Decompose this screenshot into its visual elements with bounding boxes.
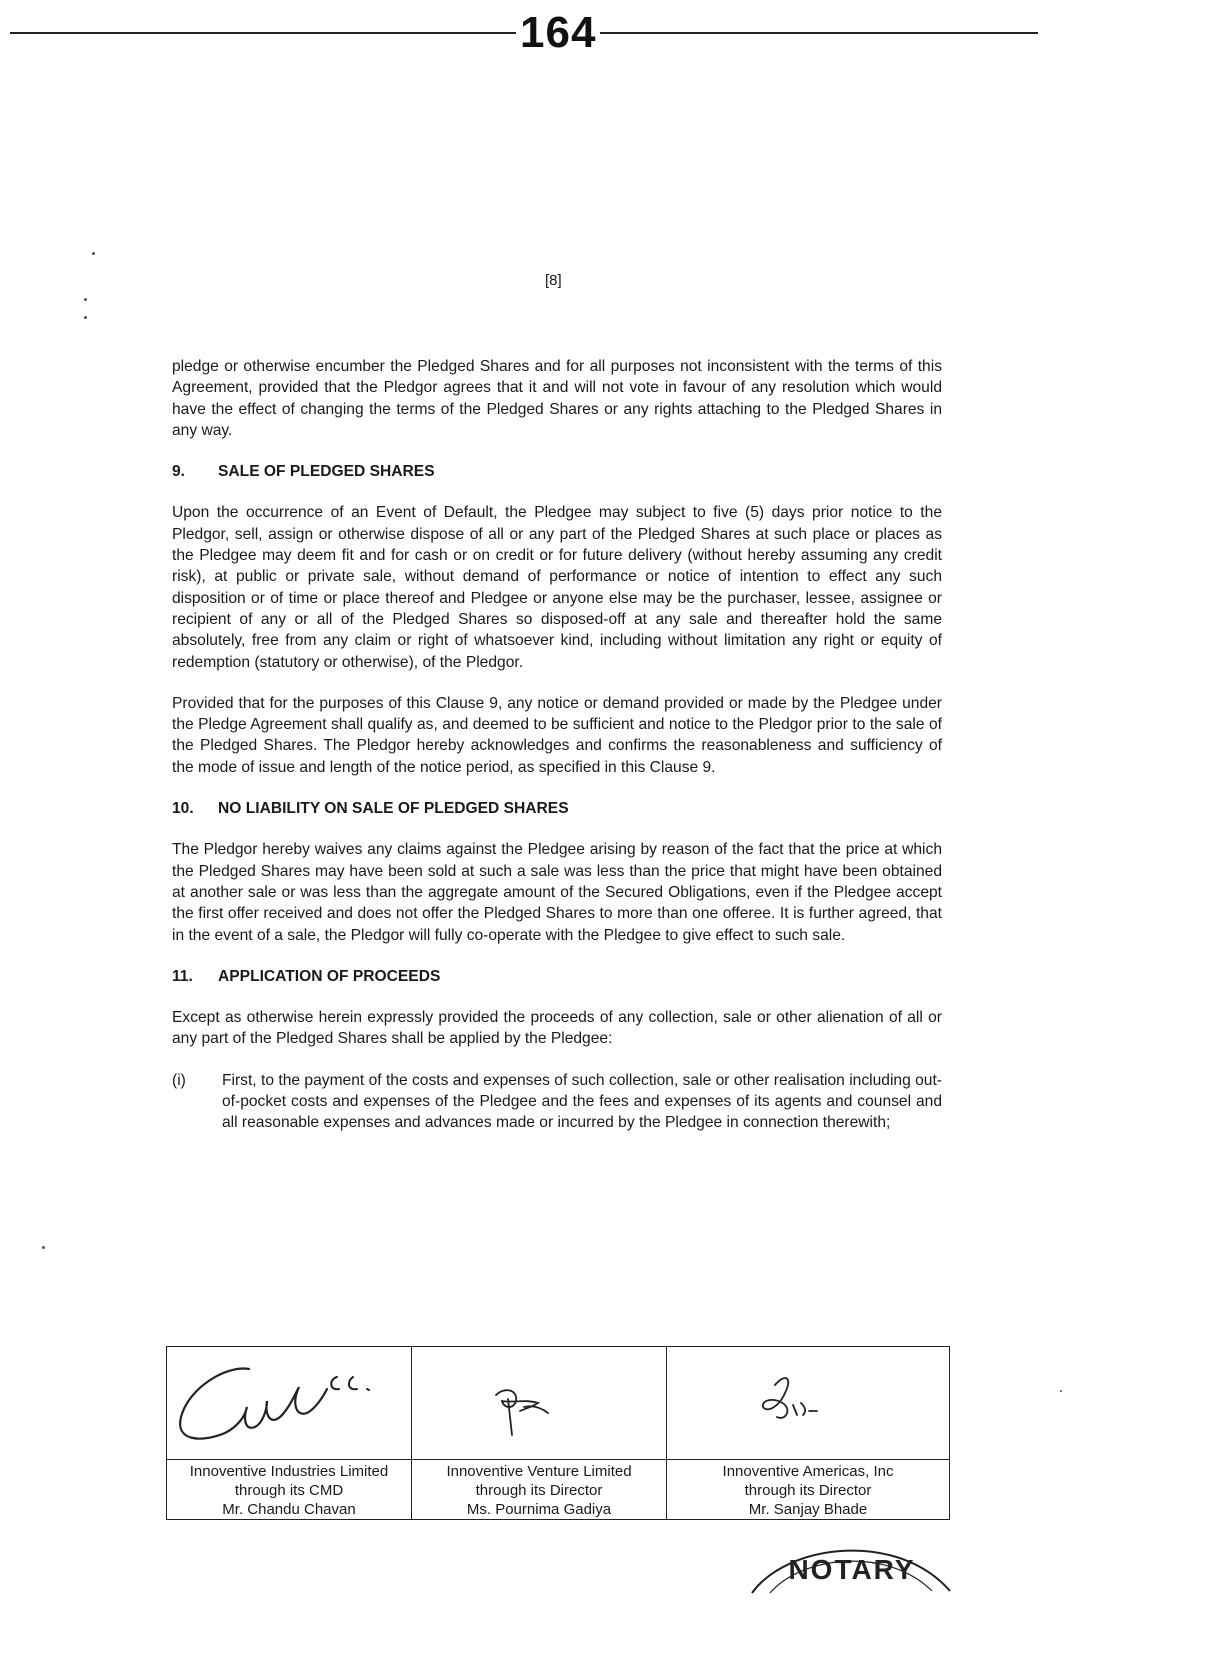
scan-speck xyxy=(42,1246,45,1249)
signature-image xyxy=(167,1347,411,1459)
scan-speck xyxy=(1060,1390,1062,1392)
signatory-via: through its CMD xyxy=(234,1482,344,1499)
section-9-paragraph-2: Provided that for the purposes of this Clause 9, any notice or demand provided or made by the Pledgee under the Pledge Agreement shall qualify as, and deemed to be sufficient and notice to the Pledgor prior to the sale of the Pledged Shares. The Pledgor hereby acknowledges and confirms the reasonableness and sufficiency of the mode of issue and length of the notice period, as specified in this Clause 9. xyxy=(172,694,942,776)
signature-table xyxy=(166,1346,950,1520)
opening-paragraph: pledge or otherwise encumber the Pledged Shares and for all purposes not inconsistent with the terms of this Agreement, provided that the Pledgor agrees that it and will not vote in favour of any resolution which would have the effect of changing the terms of the Pledged Shares or any rights attaching to the Pledged Shares in any way. xyxy=(172,358,942,439)
scan-speck xyxy=(92,252,95,255)
list-item xyxy=(172,1070,942,1134)
handwritten-signature xyxy=(667,1347,951,1459)
section-heading-11 xyxy=(172,966,942,987)
signature-cell xyxy=(667,1347,950,1460)
signatory-via: through its Director xyxy=(744,1482,872,1499)
scan-speck xyxy=(84,298,87,301)
section-heading-9 xyxy=(172,461,942,482)
section-9-paragraph-1: Upon the occurrence of an Event of Default, the Pledgee may subject to five (5) days prior notice to the Pledgor, sell, assign or otherwise dispose of all or any part of the Pledged Shares at such place or places as the Pledgee may deem fit and for cash or on credit or for future delivery (without hereby assuming any credit risk), at public or private sale, without demand of performance or notice of intention to effect any such disposition or of time or place thereof and Pledgee or anyone else may be the purchaser, lessee, assignee or recipient of any or all of the Pledged Shares so disposed-off at any sale and thereafter hold the same absolutely, free from any claim or right of whatsoever kind, including without limitation any right or equity of redemption (statutory or otherwise), of the Pledgor. xyxy=(172,504,942,671)
section-11-paragraph-1: Except as otherwise herein expressly provided the proceeds of any collection, sale or other alienation of all or any part of the Pledged Shares shall be applied by the Pledgee: xyxy=(172,1009,942,1048)
notary-stamp xyxy=(748,1525,958,1595)
signatory-person: Mr. Chandu Chavan xyxy=(222,1501,356,1518)
signatory-2 xyxy=(412,1460,667,1520)
signature-cell xyxy=(412,1347,667,1460)
section-number: 11. xyxy=(172,967,193,985)
section-title: NO LIABILITY ON SALE OF PLEDGED SHARES xyxy=(218,800,569,818)
signatory-3 xyxy=(667,1460,950,1520)
handwritten-signature xyxy=(167,1347,411,1459)
signature-image xyxy=(412,1347,666,1459)
page-marker: [8] xyxy=(545,272,562,289)
signatory-company: Innoventive Americas, Inc xyxy=(722,1463,894,1480)
signatory-1 xyxy=(167,1460,412,1520)
signature-image xyxy=(667,1347,949,1459)
signatory-person: Mr. Sanjay Bhade xyxy=(748,1501,868,1518)
section-title: SALE OF PLEDGED SHARES xyxy=(218,463,435,481)
signature-cell xyxy=(167,1347,412,1460)
document-body xyxy=(172,356,942,1154)
handwritten-signature xyxy=(412,1347,666,1459)
svg-text:NOTARY: NOTARY xyxy=(788,1554,916,1585)
section-10-paragraph-1: The Pledgor hereby waives any claims against the Pledgee arising by reason of the fact that the price at which the Pledged Shares may have been sold at such a sale was less than the price that might have been obtained at another sale or was less than the aggregate amount of the Secured Obligations, even if the Pledgee accept the first offer received and does not offer the Pledged Shares to more than one offeree. It is further agreed, that in the event of a sale, the Pledgor will fully co-operate with the Pledgee to give effect to such sale. xyxy=(172,841,942,944)
page-stamp-number: 164 xyxy=(516,8,600,58)
signatory-company: Innoventive Venture Limited xyxy=(446,1463,632,1480)
section-title: APPLICATION OF PROCEEDS xyxy=(218,967,441,985)
section-heading-10 xyxy=(172,798,942,819)
signatory-via: through its Director xyxy=(475,1482,603,1499)
scan-speck xyxy=(84,316,87,319)
section-number: 9. xyxy=(172,463,186,481)
section-number: 10. xyxy=(172,800,194,818)
signatory-company: Innoventive Industries Limited xyxy=(189,1463,389,1480)
list-item-text: First, to the payment of the costs and expenses of such collection, sale or other realisation including out-of-pocket costs and expenses of the Pledgee and the fees and expenses of its agents and counsel and all reasonable expenses and advances made or incurred by the Pledgee in connection therewith; xyxy=(222,1071,942,1132)
list-item-marker: (i) xyxy=(172,1071,186,1089)
signatory-person: Ms. Pournima Gadiya xyxy=(466,1501,612,1518)
